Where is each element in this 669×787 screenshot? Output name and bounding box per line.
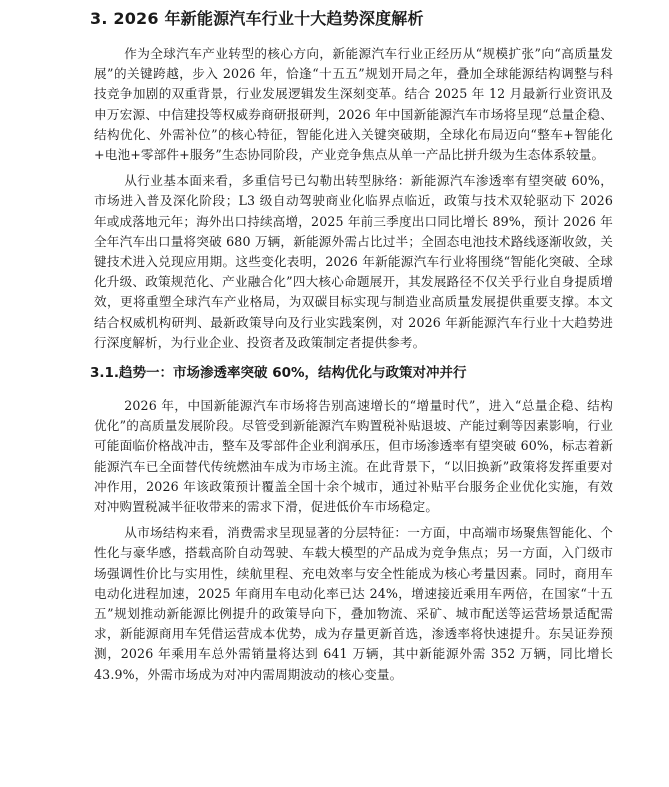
- subsection-title: 3.1.趋势一：市场渗透率突破 60%，结构优化与政策对冲并行: [90, 365, 467, 382]
- subsection-paragraph-1: 2026 年，中国新能源汽车市场将告别高速增长的“增量时代”，进入“总量企稳、结构优化”的高质量发展阶段。尽管受到新能源汽车购置税补贴退坡、产能过剩等因素影响，行业可能面临价格战冲击，整车及零部件企业利润承压，但市场渗透率有望突破 60%，标志着新能源汽车已全面替代传统燃油车成为市场主流。在此背景下，“以旧换新”政策将发挥重要对冲作用，2026 年该政策预计覆盖全国十余个城市，通过补贴平台服务企业优化实施，有效对冲购置税减半征收带来的需求下滑，促进低价车市场稳定。: [94, 398, 613, 515]
- intro-paragraph-1: 作为全球汽车产业转型的核心方向，新能源汽车行业正经历从“规模扩张”向“高质量发展”的关键跨越，步入 2026 年，恰逢“十五五”规划开局之年，叠加全球能源结构调整与科技竞争加剧的双重背景，行业发展逻辑发生深刻变革。结合 2025 年 12 月最新行业资讯及申万宏源、中信建投等权威券商研报研判，2026 年中国新能源汽车市场将呈现“总量企稳、结构优化、外需补位”的核心特征，智能化进入关键突破期，全球化布局迈向“整车+智能化+电池+零部件+服务”生态协同阶段，产业竞争焦点从单一产品比拼升级为生态体系较量。: [94, 46, 613, 163]
- intro-paragraph-2: 从行业基本面来看，多重信号已勾勒出转型脉络：新能源汽车渗透率有望突破 60%，市场进入普及深化阶段；L3 级自动驾驶商业化临界点临近，政策与技术双轮驱动下 2026 年或成落地元年；海外出口持续高增，2025 年前三季度出口同比增长 89%，预计 2026 年全年汽车出口量将突破 680 万辆，新能源外需占比过半；全固态电池技术路线逐渐收敛，关键技术进入兑现应用期。这些变化表明，2026 年新能源汽车行业将围绕“智能化突破、全球化升级、政策规范化、产业融合化”四大核心命题展开，其发展路径不仅关乎行业自身提质增效，更将重塑全球汽车产业格局，为双碳目标实现与制造业高质量发展提供重要支撑。本文结合权威机构研判、最新政策导向及行业实践案例，对 2026 年新能源汽车行业十大趋势进行深度解析，为行业企业、投资者及政策制定者提供参考。: [94, 173, 613, 350]
- subsection-paragraph-2: 从市场结构来看，消费需求呈现显著的分层特征：一方面，中高端市场聚焦智能化、个性化与豪华感，搭载高阶自动驾驶、车载大模型的产品成为竞争焦点；另一方面，入门级市场强调性价比与实用性，续航里程、充电效率与安全性能成为核心考量因素。同时，商用车电动化进程加速，2025 年商用车电动化率已达 24%，增速接近乘用车两倍，在国家“十五五”规划推动新能源比例提升的政策导向下，叠加物流、采矿、城市配送等运营场景适配需求，新能源商用车凭借运营成本优势，成为存量更新首选，渗透率将快速提升。东吴证券预测，2026 年乘用车总外需销量将达到 641 万辆，其中新能源外需 352 万辆，同比增长 43.9%，外需市场成为对冲内需周期波动的核心变量。: [94, 525, 613, 682]
- section-title: 3. 2026 年新能源汽车行业十大趋势深度解析: [90, 9, 424, 28]
